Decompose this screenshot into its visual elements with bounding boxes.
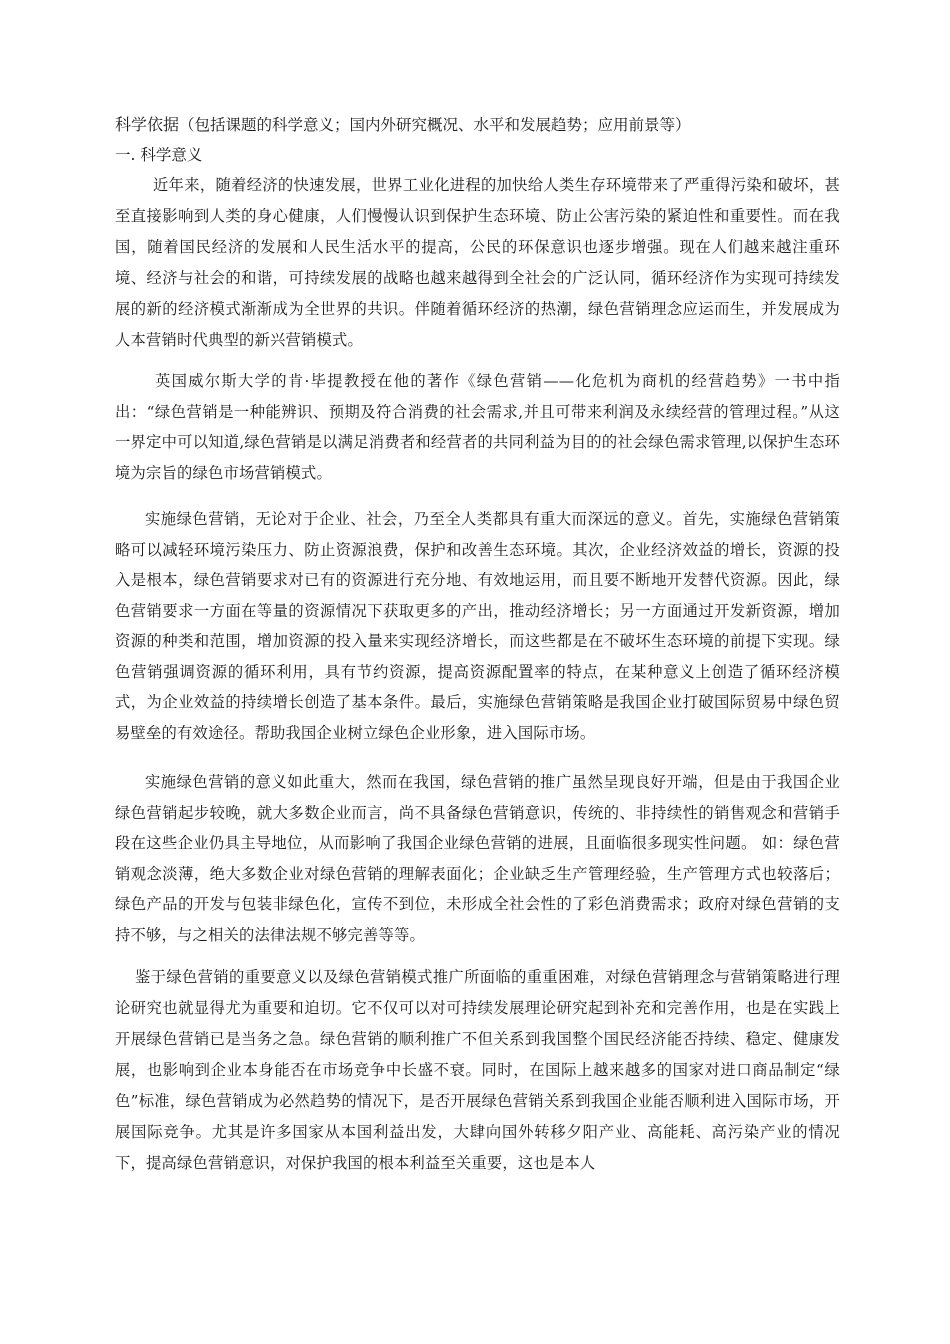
section-title: 一. 科学意义 [115,146,203,164]
document-heading [115,112,840,138]
paragraph: 实施绿色营销的意义如此重大，然而在我国，绿色营销的推广虽然呈现良好开端，但是由于我国企业绿色营销起步较晚，就大多数企业而言，尚不具备绿色营销意识，传统的、非持续性的销售观念和营销手段在这些企业仍具主导地位，从而影响了我国企业绿色营销的进展，且面临很多现实性问题。 如：绿色营销观念淡薄，绝大多数企业对绿色营销的理解表面化；企业缺乏生产管理经验，生产管理方式也较落后；绿色产品的开发与包装非绿色化，宣传不到位，未形成全社会性的了彩色消费需求；政府对绿色营销的支持不够，与之相关的法律法规不够完善等等。 [115,773,840,944]
paragraph: 近年来，随着经济的快速发展，世界工业化进程的加快给人类生存环境带来了严重得污染和破坏，甚至直接影响到人类的身心健康，人们慢慢认识到保护生态环境、防止公害污染的紧迫性和重要性。而在我国，随着国民经济的发展和人民生活水平的提高，公民的环保意识也逐步增强。现在人们越来越注重环境、经济与社会的和谐，可持续发展的战略也越来越得到全社会的广泛认同，循环经济作为实现可持续发展的新的经济模式渐渐成为全世界的共识。伴随着循环经济的热潮，绿色营销理念应运而生，并发展成为人本营销时代典型的新兴营销模式。 [115,176,840,349]
paragraph: 鉴于绿色营销的重要意义以及绿色营销模式推广所面临的重重困难，对绿色营销理念与营销策略进行理论研究也就显得尤为重要和迫切。它不仅可以对可持续发展理论研究起到补充和完善作用，也是在实践上开展绿色营销已是当务之急。绿色营销的顺利推广不但关系到我国整个国民经济能否持续、稳定、健康发展，也影响到企业本身能否在市场竞争中长盛不衰。同时，在国际上越来越多的国家对进口商品制定“绿色”标准，绿色营销成为必然趋势的情况下，是否开展绿色营销关系到我国企业能否顺利进入国际市场，开展国际竞争。尤其是许多国家从本国利益出发，大肆向国外转移夕阳产业、高能耗、高污染产业的情况下，提高绿色营销意识，对保护我国的根本利益至关重要，这也是本人 [115,968,840,1172]
paragraph: 实施绿色营销，无论对于企业、社会，乃至全人类都具有重大而深远的意义。首先，实施绿色营销策略可以减轻环境污染压力、防止资源浪费，保护和改善生态环境。其次，企业经济效益的增长，资源的投入是根本，绿色营销要求对已有的资源进行充分地、有效地运用，而且要不断地开发替代资源。因此，绿色营销要求一方面在等量的资源情况下获取更多的产出，推动经济增长；另一方面通过开发新资源，增加资源的种类和范围，增加资源的投入量来实现经济增长，而这些都是在不破坏生态环境的前提下实现。绿色营销强调资源的循环利用，具有节约资源，提高资源配置率的特点，在某种意义上创造了循环经济模式，为企业效益的持续增长创造了基本条件。最后，实施绿色营销策略是我国企业打破国际贸易中绿色贸易壁垒的有效途径。帮助我国企业树立绿色企业形象，进入国际市场。 [115,510,840,742]
paragraph: 英国威尔斯大学的肯·毕提教授在他的著作《绿色营销——化危机为商机的经营趋势》一书中指出：“绿色营销是一种能辨识、预期及符合消费的社会需求,并且可带来利润及永续经营的管理过程。”从这一界定中可以知道,绿色营销是以满足消费者和经营者的共同利益为目的的社会绿色需求管理,以保护生态环境为宗旨的绿色市场营销模式。 [115,372,840,482]
heading-main: 科学依据 [115,115,180,134]
document-page [115,112,840,1179]
heading-subtitle: （包括课题的科学意义；国内外研究概况、水平和发展趋势；应用前景等） [179,116,691,134]
